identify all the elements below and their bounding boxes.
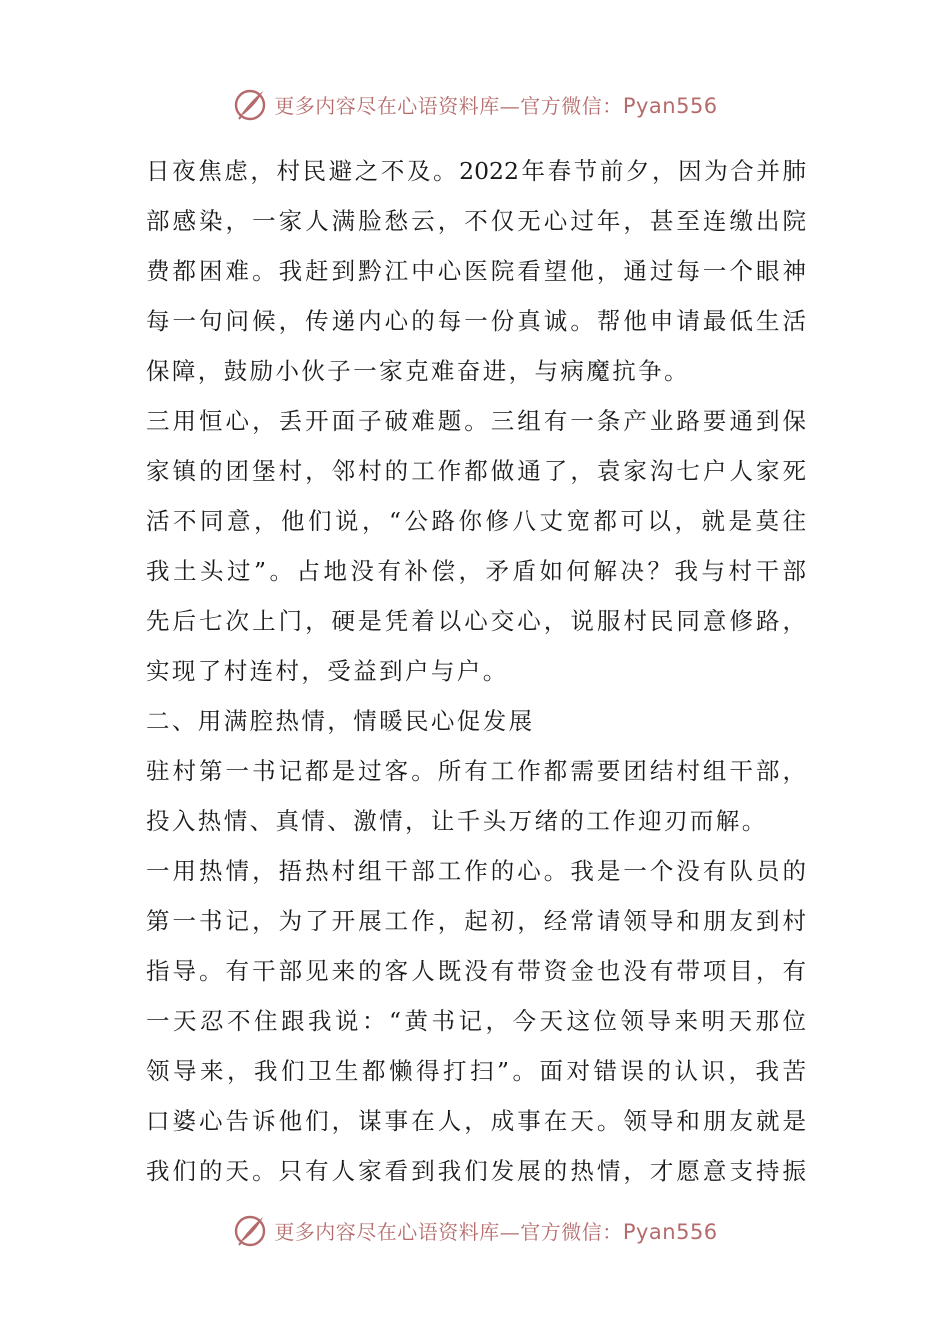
document-body [146, 146, 806, 1196]
body-line: 实现了村连村，受益到户与户。 [146, 657, 509, 685]
body-line: 日夜焦虑，村民避之不及。2022年春节前夕，因为合并肺 [146, 157, 806, 185]
body-line: 活不同意，他们说，“公路你修八丈宽都可以，就是莫往 [146, 507, 806, 535]
body-line: 部感染，一家人满脸愁云，不仅无心过年，甚至连缴出院 [146, 207, 806, 235]
watermark-text [274, 90, 717, 119]
quill-logo-icon [232, 86, 268, 122]
body-line: 驻村第一书记都是过客。所有工作都需要团结村组干部， [146, 757, 806, 785]
body-line: 第一书记，为了开展工作，起初，经常请领导和朋友到村 [146, 907, 806, 935]
watermark-text [274, 1216, 717, 1245]
watermark-wechat-id: Pyan556 [622, 93, 718, 118]
body-line: 我土头过”。占地没有补偿，矛盾如何解决？我与村干部 [146, 557, 806, 585]
body-line: 指导。有干部见来的客人既没有带资金也没有带项目，有 [146, 957, 806, 985]
body-line: 费都困难。我赶到黔江中心医院看望他，通过每一个眼神 [146, 257, 806, 285]
body-line: 领导来，我们卫生都懒得打扫”。面对错误的认识，我苦 [146, 1057, 806, 1085]
body-line: 家镇的团堡村，邻村的工作都做通了，袁家沟七户人家死 [146, 457, 806, 485]
header-watermark [0, 84, 950, 124]
watermark-text-cn: 更多内容尽在心语资料库—官方微信： [274, 1219, 623, 1244]
body-line: 我们的天。只有人家看到我们发展的热情，才愿意支持振 [146, 1157, 806, 1185]
body-line: 一用热情，捂热村组干部工作的心。我是一个没有队员的 [146, 857, 806, 885]
quill-logo-icon [232, 1212, 268, 1248]
body-line: 先后七次上门，硬是凭着以心交心，说服村民同意修路， [146, 607, 806, 635]
body-line: 保障，鼓励小伙子一家克难奋进，与病魔抗争。 [146, 357, 690, 385]
body-line: 一天忍不住跟我说：“黄书记，今天这位领导来明天那位 [146, 1007, 806, 1035]
watermark-text-cn: 更多内容尽在心语资料库—官方微信： [274, 93, 623, 118]
body-line: 每一句问候，传递内心的每一份真诚。帮他申请最低生活 [146, 307, 806, 335]
section-heading: 二、用满腔热情，情暖民心促发展 [146, 707, 535, 735]
body-line: 投入热情、真情、激情，让千头万绪的工作迎刃而解。 [146, 807, 768, 835]
watermark-wechat-id: Pyan556 [622, 1219, 718, 1244]
body-line: 口婆心告诉他们，谋事在人，成事在天。领导和朋友就是 [146, 1107, 806, 1135]
footer-watermark [0, 1210, 950, 1250]
body-line: 三用恒心，丢开面子破难题。三组有一条产业路要通到保 [146, 407, 806, 435]
